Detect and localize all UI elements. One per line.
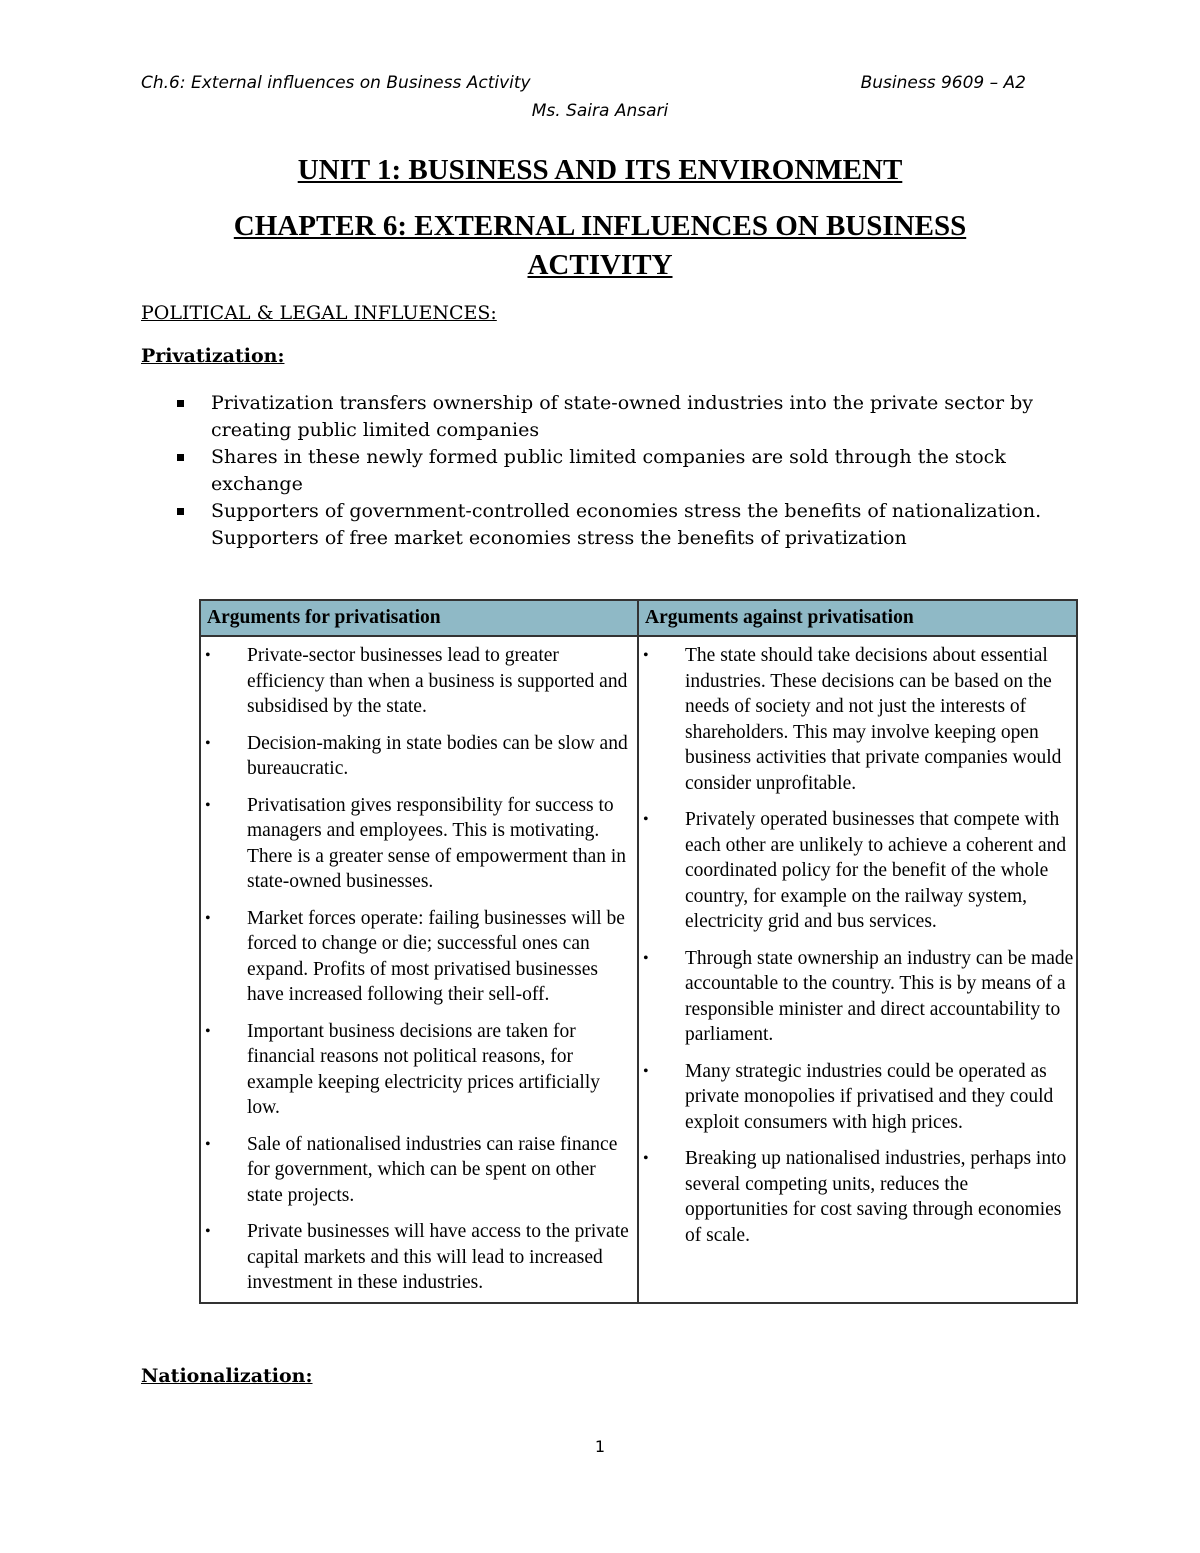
bullet-dot-icon: • [205,647,211,664]
list-item: • Important business decisions are taken for financial reasons not political reasons, for example keeping electricity prices artificially low. [205,1020,600,1118]
privatisation-arguments-table [199,599,1078,1304]
bullet-dot-icon: • [205,796,211,814]
header-chapter: Ch.6: External influences on Business Activity [141,73,531,93]
header-against: Arguments against privatisation [638,600,1077,636]
bullet-dot-icon: • [205,1135,211,1153]
bullet-dot-icon: • [205,1022,211,1040]
against-cell [638,636,1077,1303]
page-number: 1 [594,1437,606,1456]
bullet-dot-icon: • [643,949,649,967]
bullet-dot-icon: • [643,1062,649,1080]
list-item: • Breaking up nationalised industries, perhaps into several competing units, reduces the opportunities for cost saving through economies of scale. [643,1148,1067,1246]
bullet-square-icon [177,400,184,407]
bullet-dot-icon: • [643,1150,649,1167]
list-item: • Through state ownership an industry can be made accountable to the country. This is by means of a responsible minister and direct accountability to parliament. [643,947,1074,1045]
list-item: • Sale of nationalised industries can raise finance for government, which can be spent on other state projects. [205,1133,618,1206]
table-row [200,636,1077,1303]
section-heading: POLITICAL & LEGAL INFLUENCES: [141,302,497,324]
nationalization-heading: Nationalization: [141,1365,313,1387]
list-item: • The state should take decisions about essential industries. These decisions can be based on the needs of society and not just the interests of shareholders. This may involve keeping open business activities that private companies would consider unprofitable. [643,645,1062,794]
list-item: • Private businesses will have access to the private capital markets and this will lead to increased investment in these industries. [205,1221,629,1293]
list-item: • Privately operated businesses that compete with each other are unlikely to achieve a coherent and coordinated policy for the benefit of the whole country, for example on the railway system, electricity grid and bus services. [643,809,1067,932]
list-item: • Private-sector businesses lead to greater efficiency than when a business is supported and subsidised by the state. [205,645,628,717]
table-header-row [200,600,1077,636]
list-item: Privatization transfers ownership of state-owned industries into the private sector by creating public limited companies [174,390,1054,444]
list-item: Supporters of government-controlled economies stress the benefits of nationalization. Supporters of free market economies stress the benefits of privatization [174,498,1054,552]
bullet-dot-icon: • [205,1223,211,1240]
for-cell [200,636,638,1303]
list-item: • Decision-making in state bodies can be slow and bureaucratic. [205,732,628,779]
bullet-dot-icon: • [205,909,211,927]
bullet-dot-icon: • [643,647,649,664]
bullet-square-icon [177,454,184,461]
list-item: Shares in these newly formed public limited companies are sold through the stock exchange [174,444,1054,498]
bullet-dot-icon: • [643,811,649,828]
bullet-square-icon [177,508,184,515]
bullet-dot-icon: • [205,734,211,752]
unit-title: UNIT 1: BUSINESS AND ITS ENVIRONMENT [297,154,903,186]
header-for: Arguments for privatisation [200,600,638,636]
list-item: • Market forces operate: failing businesses will be forced to change or die; successful ones can expand. Profits of most privatised businesses have increased following their sell-off. [205,907,625,1005]
header-course: Business 9609 – A2 [860,73,1026,93]
privatization-heading: Privatization: [141,345,285,367]
chapter-title: CHAPTER 6: EXTERNAL INFLUENCES ON BUSINESS ACTIVITY [233,210,967,281]
list-item: • Privatisation gives responsibility for success to managers and employees. This is motivating. There is a greater sense of empowerment than in state-owned businesses. [205,794,627,892]
header-author: Ms. Saira Ansari [531,101,669,121]
list-item: • Many strategic industries could be operated as private monopolies if privatised and they could exploit consumers with high prices. [643,1060,1054,1133]
privatization-bullets [174,390,1054,552]
